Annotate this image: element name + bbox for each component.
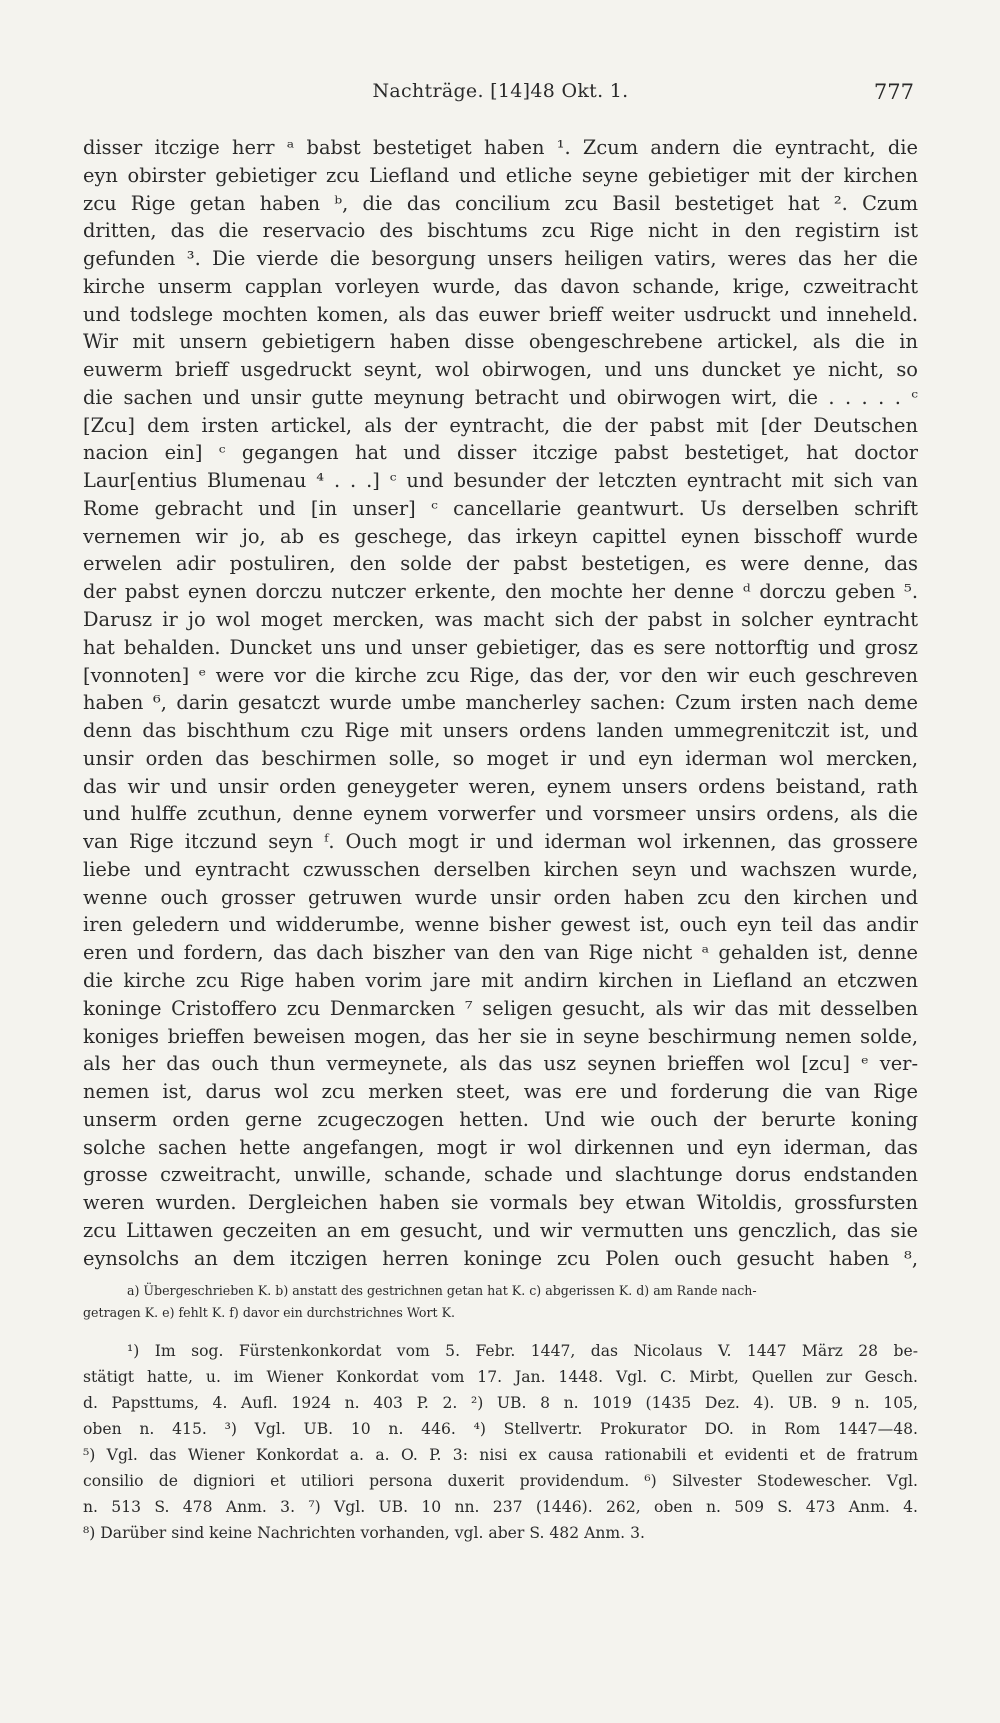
text-line: und hulffe zcuthun, denne eynem vorwerfer und vorsmeer unsirs ordens, als die xyxy=(83,802,918,826)
text-line: der pabst eynen dorczu nutczer erkente, den mochte her denne ᵈ dorczu geben ⁵. xyxy=(83,580,918,604)
main-text xyxy=(83,134,918,1272)
running-title: Nachträge. [14]48 Okt. 1. xyxy=(372,80,629,102)
footnote-line: stätigt hatte, u. im Wiener Konkordat vom 17. Jan. 1448. Vgl. C. Mirbt, Quellen zur Gesch. xyxy=(83,1368,918,1386)
text-line: als her das ouch thun vermeynete, als das usz seynen brieffen wol [zcu] ᵉ ver- xyxy=(83,1052,918,1076)
text-line: wenne ouch grosser getruwen wurde unsir orden haben zcu den kirchen und xyxy=(83,885,918,909)
text-line: die kirche zcu Rige haben vorim jare mit andirn kirchen in Liefland an etczwen xyxy=(83,968,918,992)
text-line: euwerm brieff usgedruckt seynt, wol obirwogen, und uns duncket ye nicht, so xyxy=(83,358,918,382)
text-line: weren wurden. Dergleichen haben sie vormals bey etwan Witoldis, grossfursten xyxy=(83,1191,918,1215)
footnote-line: ⁸) Darüber sind keine Nachrichten vorhanden, vgl. aber S. 482 Anm. 3. xyxy=(83,1524,645,1542)
text-line: zcu Rige getan haben ᵇ, die das concilium zcu Basil bestetiget hat ². Czum xyxy=(83,191,918,215)
page-header xyxy=(83,80,918,108)
text-line: unserm orden gerne zcugeczogen hetten. Und wie ouch der berurte koning xyxy=(83,1107,918,1131)
text-line: nacion ein] ᶜ gegangen hat und disser itczige pabst bestetiget, hat doctor xyxy=(83,441,918,465)
text-line: denn das bischthum czu Rige mit unsers ordens landen ummegrenitczit ist, und xyxy=(83,719,918,743)
footnote-line: d. Papsttums, 4. Aufl. 1924 n. 403 P. 2. ²) UB. 8 n. 1019 (1435 Dez. 4). UB. 9 n. 105, xyxy=(83,1394,918,1412)
apparatus-line: getragen K. e) fehlt K. f) davor ein durchstrichnes Wort K. xyxy=(83,1305,456,1320)
text-line: Wir mit unsern gebietigern haben disse obengeschrebene artickel, als die in xyxy=(83,330,918,354)
text-line: das wir und unsir orden geneygeter weren, eynem unsers ordens beistand, rath xyxy=(83,774,918,798)
text-line: koninge Cristoffero zcu Denmarcken ⁷ seligen gesucht, als wir das mit desselben xyxy=(83,996,918,1020)
text-line: eren und fordern, das dach biszher van den van Rige nicht ᵃ gehalden ist, denne xyxy=(83,941,918,965)
page-number: 777 xyxy=(873,80,914,104)
text-line: iren geledern und widderumbe, wenne bisher gewest ist, ouch eyn teil das andir xyxy=(83,913,918,937)
text-line: grosse czweitracht, unwille, schande, schade und slachtunge dorus endstanden xyxy=(83,1163,918,1187)
text-line: eynsolchs an dem itczigen herren koninge zcu Polen ouch gesucht haben ⁸, xyxy=(83,1246,918,1270)
text-line: [Zcu] dem irsten artickel, als der eyntracht, die der pabst mit [der Deutschen xyxy=(83,413,918,437)
text-line: hat behalden. Duncket uns und unser gebietiger, das es sere nottorftig und grosz xyxy=(83,635,918,659)
footnotes xyxy=(83,1338,918,1546)
text-line: eyn obirster gebietiger zcu Liefland und etliche seyne gebietiger mit der kirchen xyxy=(83,163,918,187)
text-line: die sachen und unsir gutte meynung betracht und obirwogen wirt, die . . . . . ᶜ xyxy=(83,385,918,409)
text-line: kirche unserm capplan vorleyen wurde, das davon schande, krige, czweitracht xyxy=(83,274,918,298)
text-line: liebe und eyntracht czwusschen derselben kirchen seyn und wachszen wurde, xyxy=(83,857,918,881)
text-line: haben ⁶, darin gesatczt wurde umbe mancherley sachen: Czum irsten nach deme xyxy=(83,691,918,715)
text-line: solche sachen hette angefangen, mogt ir wol dirkennen und eyn iderman, das xyxy=(83,1135,918,1159)
text-line: [vonnoten] ᵉ were vor die kirche zcu Rige, das der, vor den wir euch geschreven xyxy=(83,663,918,687)
text-line: unsir orden das beschirmen solle, so moget ir und eyn iderman wol mercken, xyxy=(83,746,918,770)
text-line: erwelen adir postuliren, den solde der pabst bestetigen, es were denne, das xyxy=(83,552,918,576)
apparatus-line: a) Übergeschrieben K. b) anstatt des gestrichnen getan hat K. c) abgerissen K. d) am Rande nach- xyxy=(127,1283,757,1298)
footnote-line: ⁵) Vgl. das Wiener Konkordat a. a. O. P. 3: nisi ex causa rationabili et evidenti et de fratrum xyxy=(83,1446,918,1464)
footnote-line: oben n. 415. ³) Vgl. UB. 10 n. 446. ⁴) Stellvertr. Prokurator DO. in Rom 1447—48. xyxy=(83,1420,918,1438)
text-line: disser itczige herr ᵃ babst bestetiget haben ¹. Zcum andern die eyntracht, die xyxy=(83,136,918,159)
text-line: zcu Littawen geczeiten an em gesucht, und wir vermutten uns genczlich, das sie xyxy=(83,1218,918,1242)
text-line: nemen ist, darus wol zcu merken steet, was ere und forderung die van Rige xyxy=(83,1080,918,1104)
critical-apparatus xyxy=(83,1280,918,1324)
text-line: Rome gebracht und [in unser] ᶜ cancellarie geantwurt. Us derselben schrift xyxy=(83,496,918,520)
text-line: dritten, das die reservacio des bischtums zcu Rige nicht in den registirn ist xyxy=(83,219,918,243)
text-line: vernemen wir jo, ab es geschege, das irkeyn capittel eynen bisschoff wurde xyxy=(83,524,918,548)
text-line: Darusz ir jo wol moget mercken, was macht sich der pabst in solcher eyntracht xyxy=(83,608,918,632)
text-line: gefunden ³. Die vierde die besorgung unsers heiligen vatirs, weres das her die xyxy=(83,247,918,271)
footnote-line: ¹) Im sog. Fürstenkonkordat vom 5. Febr. 1447, das Nicolaus V. 1447 März 28 be- xyxy=(127,1342,918,1360)
footnote-line: n. 513 S. 478 Anm. 3. ⁷) Vgl. UB. 10 nn. 237 (1446). 262, oben n. 509 S. 473 Anm. 4. xyxy=(83,1498,918,1516)
text-line: Laur[entius Blumenau ⁴ . . .] ᶜ und besunder der letczten eyntracht mit sich van xyxy=(83,469,918,493)
text-line: koniges brieffen beweisen mogen, das her sie in seyne beschirmung nemen solde, xyxy=(83,1024,918,1048)
text-line: van Rige itczund seyn ᶠ. Ouch mogt ir und iderman wol irkennen, das grossere xyxy=(83,830,918,854)
footnote-line: consilio de digniori et utiliori persona duxerit providendum. ⁶) Silvester Stodewescher. Vgl. xyxy=(83,1472,918,1490)
text-line: und todslege mochten komen, als das euwer brieff weiter usdruckt und inneheld. xyxy=(83,302,918,326)
